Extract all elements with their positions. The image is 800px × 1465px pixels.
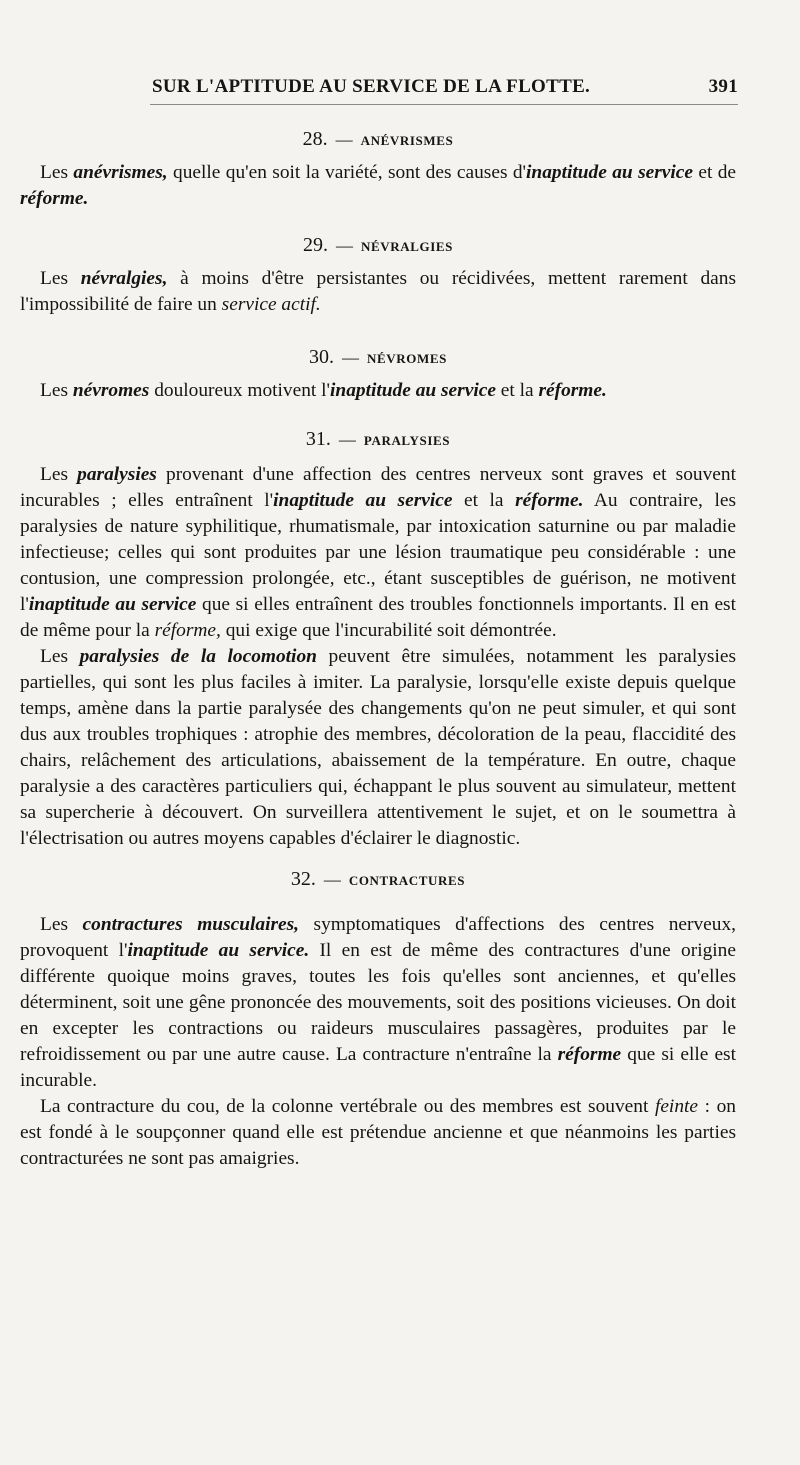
emphasis-text: inaptitude au service [330,380,496,401]
emphasis-text: anévrismes, [73,162,168,183]
paragraph [20,912,736,1094]
text-run: Les [40,380,73,401]
paragraph [20,462,736,644]
text-run: Les [40,268,81,289]
section-dash: — [323,870,341,889]
text-run: La contracture du cou, de la colonne vertébrale ou des membres est souvent [40,1096,655,1117]
text-run: et la [452,490,516,511]
section-heading [20,424,736,454]
text-run: qui exige que l'incurabilité soit démontrée. [220,620,557,641]
section-title: NÉVROMES [367,351,447,366]
text-run: Les [40,464,78,485]
emphasis-text: inaptitude au service [28,594,197,615]
emphasis-text: névromes [72,380,150,401]
text-run: Les [40,914,83,935]
text-run: et la [495,380,539,401]
text-run: : on est fondé à le soupçonner quand elle est prétendue ancienne et que néanmoins les parties contracturées ne sont pas amaigries. [20,1096,736,1169]
text-run: et de [692,162,736,183]
section-dash: — [335,130,353,149]
text-run: que si elles entraînent des troubles fonctionnels importants. Il en est de même pour la [20,594,736,641]
section-title: NÉVRALGIES [361,239,453,254]
running-header [140,76,738,102]
emphasis-text: inaptitude au service [526,162,693,183]
paragraph [20,1094,736,1172]
emphasis-text: réforme, [154,620,221,641]
section-heading [20,864,736,894]
text-run: peuvent être simulées, notamment les paralysies partielles, qui sont les plus faciles à imiter. La paralysie, lorsqu'elle existe depuis quelque temps, amène dans la partie paralysée des changements qu'on ne peut simuler, et qui sont dus aux troubles trophiques : atrophie des membres, décoloration de la peau, flaccidité des chairs, relâchement des articulations, abaissement de la température. En outre, chaque paralysie a des caractères particuliers qui, échappant le plus souvent au simulateur, mettent sa supercherie à découvert. On surveillera attentivement le sujet, et on le soumettra à l'électrisation ou autres moyens capables d'éclairer le diagnostic. [20,646,736,849]
section-dash: — [338,430,356,449]
section-dash: — [336,236,354,255]
text-run: Il en est de même des contractures d'une origine différente quoique moins graves, toutes les fois qu'elles sont anciennes, et qu'elles déterminent, soit une gêne prononcée des mouvements, soit des positions vicieuses. On doit en excepter les contractions ou raideurs musculaires passagères, produites par le refroidissement ou par une autre cause. La contracture n'entraîne la [20,940,736,1065]
section-heading [20,124,736,154]
paragraph [20,644,736,852]
emphasis-text: service actif. [221,294,321,315]
paragraph [20,378,736,404]
text-run: Les [40,162,74,183]
emphasis-text: inaptitude au service [273,490,453,511]
paragraph [20,266,736,318]
emphasis-text: névralgies, [80,268,168,289]
section-number: 28. [302,128,328,150]
text-run: Les [40,646,80,667]
emphasis-text: paralysies [77,464,157,485]
header-rule [150,104,738,105]
emphasis-text: réforme [557,1044,622,1065]
text-run: symptomatiques d'affections des centres nerveux, provoquent l' [20,914,736,961]
emphasis-text: inaptitude au service. [127,940,310,961]
text-run: que si elle est incurable. [20,1044,736,1091]
text-run: quelle qu'en soit la variété, sont des causes d' [167,162,527,183]
section-heading [20,342,736,372]
emphasis-text: réforme. [515,490,584,511]
section-number: 32. [290,868,316,890]
emphasis-text: réforme. [538,380,607,401]
section-number: 31. [305,428,331,450]
text-run: provenant d'une affection des centres nerveux sont graves et souvent incurables ; elles entraînent l' [20,464,736,511]
emphasis-text: contractures musculaires, [82,914,300,935]
page-body [20,124,736,1172]
emphasis-text: paralysies de la locomotion [79,646,317,667]
page-number: 391 [708,76,738,97]
emphasis-text: réforme. [20,188,89,209]
section-dash: — [342,348,360,367]
running-title: SUR L'APTITUDE AU SERVICE DE LA FLOTTE. [152,76,591,97]
section-number: 30. [309,346,335,368]
text-run: Au contraire, les paralysies de nature syphilitique, rhumatismale, par intoxication saturnine ou par maladie infectieuse; celles qui sont produites par une lésion traumatique peu considérable : une contusion, une compression prolongée, etc., étant susceptibles de guérison, ne motivent l' [20,490,736,615]
text-run: douloureux motivent l' [149,380,331,401]
section-title: CONTRACTURES [348,873,466,888]
emphasis-text: feinte [654,1096,699,1117]
section-title: PARALYSIES [363,433,451,448]
section-number: 29. [303,234,329,256]
text-run: à moins d'être persistantes ou récidivées, mettent rarement dans l'impossibilité de faire un [20,268,736,315]
section-heading [20,230,736,260]
paragraph [20,160,736,212]
section-title: ANÉVRISMES [360,133,454,148]
